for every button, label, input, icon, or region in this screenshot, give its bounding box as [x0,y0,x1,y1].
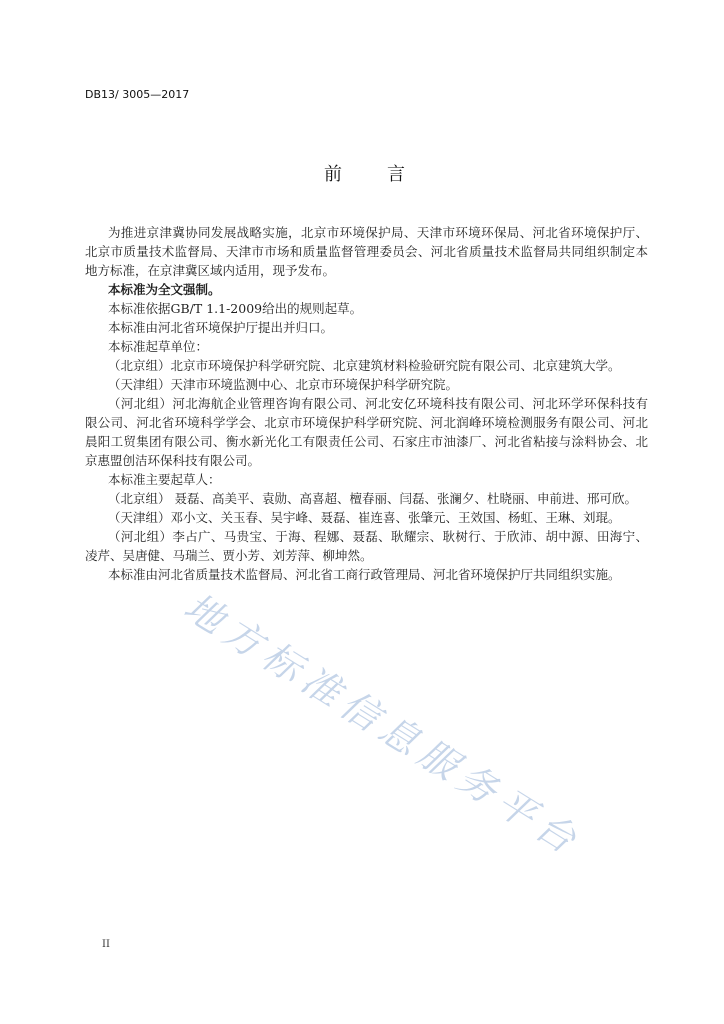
proposer-statement [85,318,648,337]
text-line: （北京组）北京市环境保护科学研究院、北京建筑材料检验研究院有限公司、北京建筑大学。 [108,358,621,373]
text-line: 本标准主要起草人： [108,472,221,487]
drafting-units-beijing [85,356,648,375]
implementation-statement [85,565,648,584]
text-line: 地方标准，在京津冀区域内适用，现予发布。 [85,263,336,278]
mandatory-statement [85,280,648,299]
preface-paragraph [85,223,648,280]
text-line: （河北组）李占广、马贵宝、于海、程娜、聂磊、耿耀宗、耿树行、于欣沛、胡中源、田海宁、 [108,529,648,544]
text-line: 北京市质量技术监督局、天津市市场和质量监督管理委员会、河北省质量技术监督局共同组织制定本 [85,244,648,259]
preface-body [85,223,648,584]
text-line: （河北组）河北海航企业管理咨询有限公司、河北安亿环境科技有限公司、河北环学环保科技有 [108,396,648,411]
text-line: 为推进京津冀协同发展战略实施，北京市环境保护局、天津市环境环保局、河北省环境保护厅、 [108,225,648,240]
text-line: 晨阳工贸集团有限公司、衡水新光化工有限责任公司、石家庄市油漆厂、河北省粘接与涂料协会、北 [85,434,648,449]
page-title: 前 言 [324,164,408,185]
standard-code: DB13/ 3005—2017 [85,88,190,101]
text-line: 本标准由河北省环境保护厅提出并归口。 [108,320,334,335]
drafting-units-heading [85,337,648,356]
text-line: （天津组）天津市环境监测中心、北京市环境保护科学研究院。 [108,377,459,392]
page-number: II [102,939,110,950]
drafters-tianjin [85,508,648,527]
text-line: 凌芹、吴唐健、马瑞兰、贾小芳、刘芳萍、柳坤然。 [85,548,373,563]
drafting-units-tianjin [85,375,648,394]
text-line: （北京组） 聂磊、高美平、袁勋、高喜超、檀春丽、闫磊、张澜夕、杜晓丽、申前进、邢可欣。 [108,491,637,506]
watermark: 地方标准信息服务平台 [176,584,590,866]
drafting-rules-statement [85,299,648,318]
text-line: 京惠盟创洁环保科技有限公司。 [85,453,261,468]
text-line: 限公司、河北省环境科学学会、北京市环境保护科学研究院、河北润峰环境检测服务有限公司、河北 [85,415,648,430]
text-line: 本标准由河北省质量技术监督局、河北省工商行政管理局、河北省环境保护厅共同组织实施。 [108,567,621,582]
drafting-units-hebei [85,394,648,470]
drafters-hebei [85,527,648,565]
text-line: （天津组）邓小文、关玉春、吴宇峰、聂磊、崔连喜、张肇元、王效国、杨虹、王琳、刘琨。 [108,510,621,525]
text-line: 本标准依据GB/T 1.1-2009给出的规则起草。 [108,301,363,316]
drafters-heading [85,470,648,489]
text-line: 本标准为全文强制。 [108,282,221,297]
text-line: 本标准起草单位： [108,339,209,354]
drafters-beijing [85,489,648,508]
